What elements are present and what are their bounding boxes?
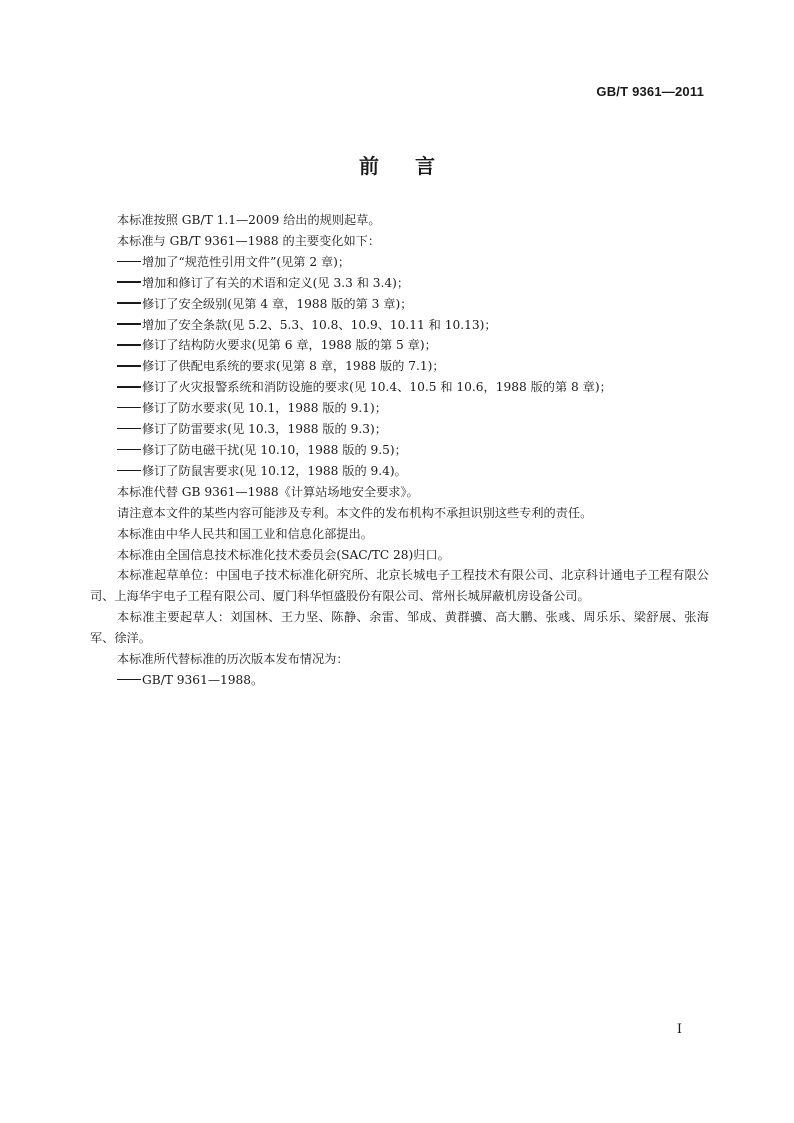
list-item-text: 修订了防鼠害要求(见 10.12，1988 版的 9.4)。 bbox=[142, 463, 407, 478]
dash-bullet bbox=[117, 261, 141, 263]
dash-bullet bbox=[117, 281, 141, 283]
paragraph-history: 本标准所代替标准的历次版本发布情况为： bbox=[117, 652, 349, 667]
changes-list bbox=[117, 252, 709, 482]
foreword-body bbox=[90, 210, 709, 691]
paragraph-centralized: 本标准由全国信息技术标准化技术委员会(SAC/TC 28)归口。 bbox=[117, 547, 450, 562]
list-item-text: 增加和修订了有关的术语和定义(见 3.3 和 3.4)； bbox=[142, 275, 410, 290]
list-item bbox=[117, 461, 709, 482]
list-item bbox=[117, 315, 709, 336]
list-item-text: 修订了防水要求(见 10.1，1988 版的 9.1)； bbox=[142, 401, 387, 416]
dash-bullet bbox=[117, 470, 141, 472]
list-item bbox=[117, 335, 709, 356]
dash-bullet bbox=[117, 323, 141, 325]
dash-bullet bbox=[117, 428, 141, 430]
paragraph-patent: 请注意本文件的某些内容可能涉及专利。本文件的发布机构不承担识别这些专利的责任。 bbox=[117, 505, 593, 520]
dash-bullet bbox=[117, 679, 141, 681]
paragraph-drafting-units: 本标准起草单位：中国电子技术标准化研究所、北京长城电子工程技术有限公司、北京科计通电子工程有限公司、上海华宇电子工程有限公司、厦门科华恒盛股份有限公司、常州长城屏蔽机房设备公司。 bbox=[90, 568, 709, 604]
dash-bullet bbox=[117, 407, 141, 409]
list-item bbox=[117, 440, 709, 461]
dash-bullet bbox=[117, 386, 141, 388]
paragraph-main-changes: 本标准与 GB/T 9361—1988 的主要变化如下： bbox=[117, 233, 381, 248]
standard-code: GB/T 9361—2011 bbox=[596, 84, 704, 99]
list-item bbox=[117, 377, 709, 398]
list-item-text: 增加了“规范性引用文件”(见第 2 章)； bbox=[142, 254, 351, 269]
dash-bullet bbox=[117, 344, 141, 346]
list-item-text: 修订了结构防火要求(见第 6 章，1988 版的第 5 章)； bbox=[142, 338, 437, 353]
paragraph-replaces: 本标准代替 GB 9361—1988《计算站场地安全要求》。 bbox=[117, 484, 419, 499]
list-item-text: 修订了火灾报警系统和消防设施的要求(见 10.4、10.5 和 10.6，1988 版的第 8 章)； bbox=[142, 380, 612, 395]
list-item-text: 增加了安全条款(见 5.2、5.3、10.8、10.9、10.11 和 10.13)； bbox=[142, 317, 497, 332]
paragraph-drafting-rules: 本标准按照 GB/T 1.1—2009 给出的规则起草。 bbox=[117, 213, 381, 227]
list-item-text: 修订了安全级别(见第 4 章，1988 版的第 3 章)； bbox=[142, 296, 413, 311]
list-item-text: 修订了防雷要求(见 10.3，1988 版的 9.3)； bbox=[142, 422, 387, 437]
list-item bbox=[117, 398, 709, 419]
dash-bullet bbox=[117, 449, 141, 451]
list-item-text: 修订了防电磁干扰(见 10.10，1988 版的 9.5)； bbox=[142, 442, 407, 457]
dash-bullet bbox=[117, 302, 141, 304]
title-char-2: 言 bbox=[415, 154, 435, 178]
list-item bbox=[117, 273, 709, 294]
dash-bullet bbox=[117, 365, 141, 367]
page-number: Ⅰ bbox=[676, 1021, 682, 1036]
list-item-text: 修订了供配电系统的要求(见第 8 章，1988 版的 7.1)； bbox=[142, 359, 445, 374]
paragraph-proposed: 本标准由中华人民共和国工业和信息化部提出。 bbox=[117, 526, 373, 541]
list-item bbox=[117, 670, 709, 691]
list-item bbox=[117, 419, 709, 440]
list-item bbox=[117, 252, 709, 273]
history-item-text: GB/T 9361—1988。 bbox=[142, 672, 264, 687]
list-item bbox=[117, 356, 709, 377]
title-char-1: 前 bbox=[359, 154, 379, 178]
list-item bbox=[117, 294, 709, 315]
paragraph-drafters: 本标准主要起草人：刘国林、王力坚、陈静、余雷、邹成、黄群骥、高大鹏、张彧、周乐乐、梁舒展、张海军、徐洋。 bbox=[90, 610, 709, 646]
page-title bbox=[0, 150, 794, 179]
